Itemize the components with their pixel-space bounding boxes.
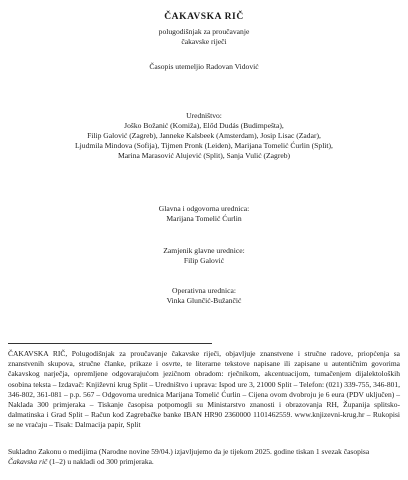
subtitle-line-2: čakavske riječi: [181, 37, 227, 46]
operative-editor-name: Vinka Glunčić-Bužančić: [166, 296, 242, 305]
separator-rule: [8, 343, 212, 344]
founder-note: Časopis utemeljio Radovan Vidović: [149, 62, 259, 71]
chief-editor-heading: Glavna i odgovorna urednica:: [158, 204, 250, 213]
legal-notice-part: Sukladno Zakonu o medijima (Narodne novine 59/04.) izjavljujemo da je tijekom 2025. godine tiskan 1 svezak časopisa: [8, 447, 370, 456]
editorial-board-heading: Uredništvo:: [186, 111, 222, 120]
deputy-editor-name: Filip Galović: [183, 256, 225, 265]
operative-editor: [0, 286, 408, 306]
editorial-board-line: Marina Marasović Alujević (Split), Sanja Vulić (Zagreb): [117, 151, 291, 160]
journal-title: ČAKAVSKA RIČ: [164, 12, 244, 22]
editorial-board-line: Filip Galović (Zagreb), Janneke Kalsbeek (Amsterdam), Josip Lisac (Zadar),: [87, 131, 321, 140]
colophon-text: ČAKAVSKA RIČ, Polugodišnjak za proučavanje čakavske riječi, objavljuje znanstvene i stručne radove, priopćenja sa znanstvenih skupova, stručne članke, prikaze i osvrte, te literarne tekstove napisane ili zapisane u autentičnim govorima čakavskog narječja, opremljene odgovarajućom jezičnom obradom: rječnikom, akcentuacijom, tumačenjem dijalektoloških osobina teksta – Izdavač: Književni krug Split – Uredništvo i uprava: Ispod ure 3, 21000 Split – Telefon: (021) 339-755, 346-801, 346-802, 361-081 – p.p. 567 – Odgovorna urednica Marijana Tomelić Ćurlin – Cijena ovom dvobroju je 6 eura (PDV uključen) – Naklada 300 primjeraka – Tiskanje časopisa potpomogli su Ministarstvo znanosti i obrazovanja RH, Županija splitsko-dalmatinska i Grad Split – Račun kod Zagrebačke banke IBAN HR90 2360000 1101462559. www.knjizevni-krug.hr – Rukopisi se ne vraćaju – Tisak: Dalmacija papir, Split: [8, 349, 400, 430]
legal-notice: [8, 447, 400, 467]
editorial-board-line: Joško Božanić (Komiža), Előd Dudás (Budimpešta),: [124, 121, 284, 130]
subtitle-line-1: polugodišnjak za proučavanje: [158, 27, 250, 36]
deputy-editor: [0, 246, 408, 266]
deputy-editor-heading: Zamjenik glavne urednice:: [163, 246, 245, 255]
operative-editor-heading: Operativna urednica:: [172, 286, 236, 295]
journal-subtitle: [0, 27, 408, 47]
legal-notice-journal-name: Čakavska rič: [8, 457, 48, 467]
chief-editor-name: Marijana Tomelić Ćurlin: [166, 214, 242, 223]
chief-editor: [0, 204, 408, 224]
legal-notice-part: (1–2) u nakladi od 300 primjeraka.: [47, 457, 154, 467]
editorial-board-line: Ljudmila Mindova (Sofija), Tijmen Pronk (Leiden), Marijana Tomelić Ćurlin (Split),: [75, 141, 333, 150]
editorial-board: [0, 111, 408, 161]
